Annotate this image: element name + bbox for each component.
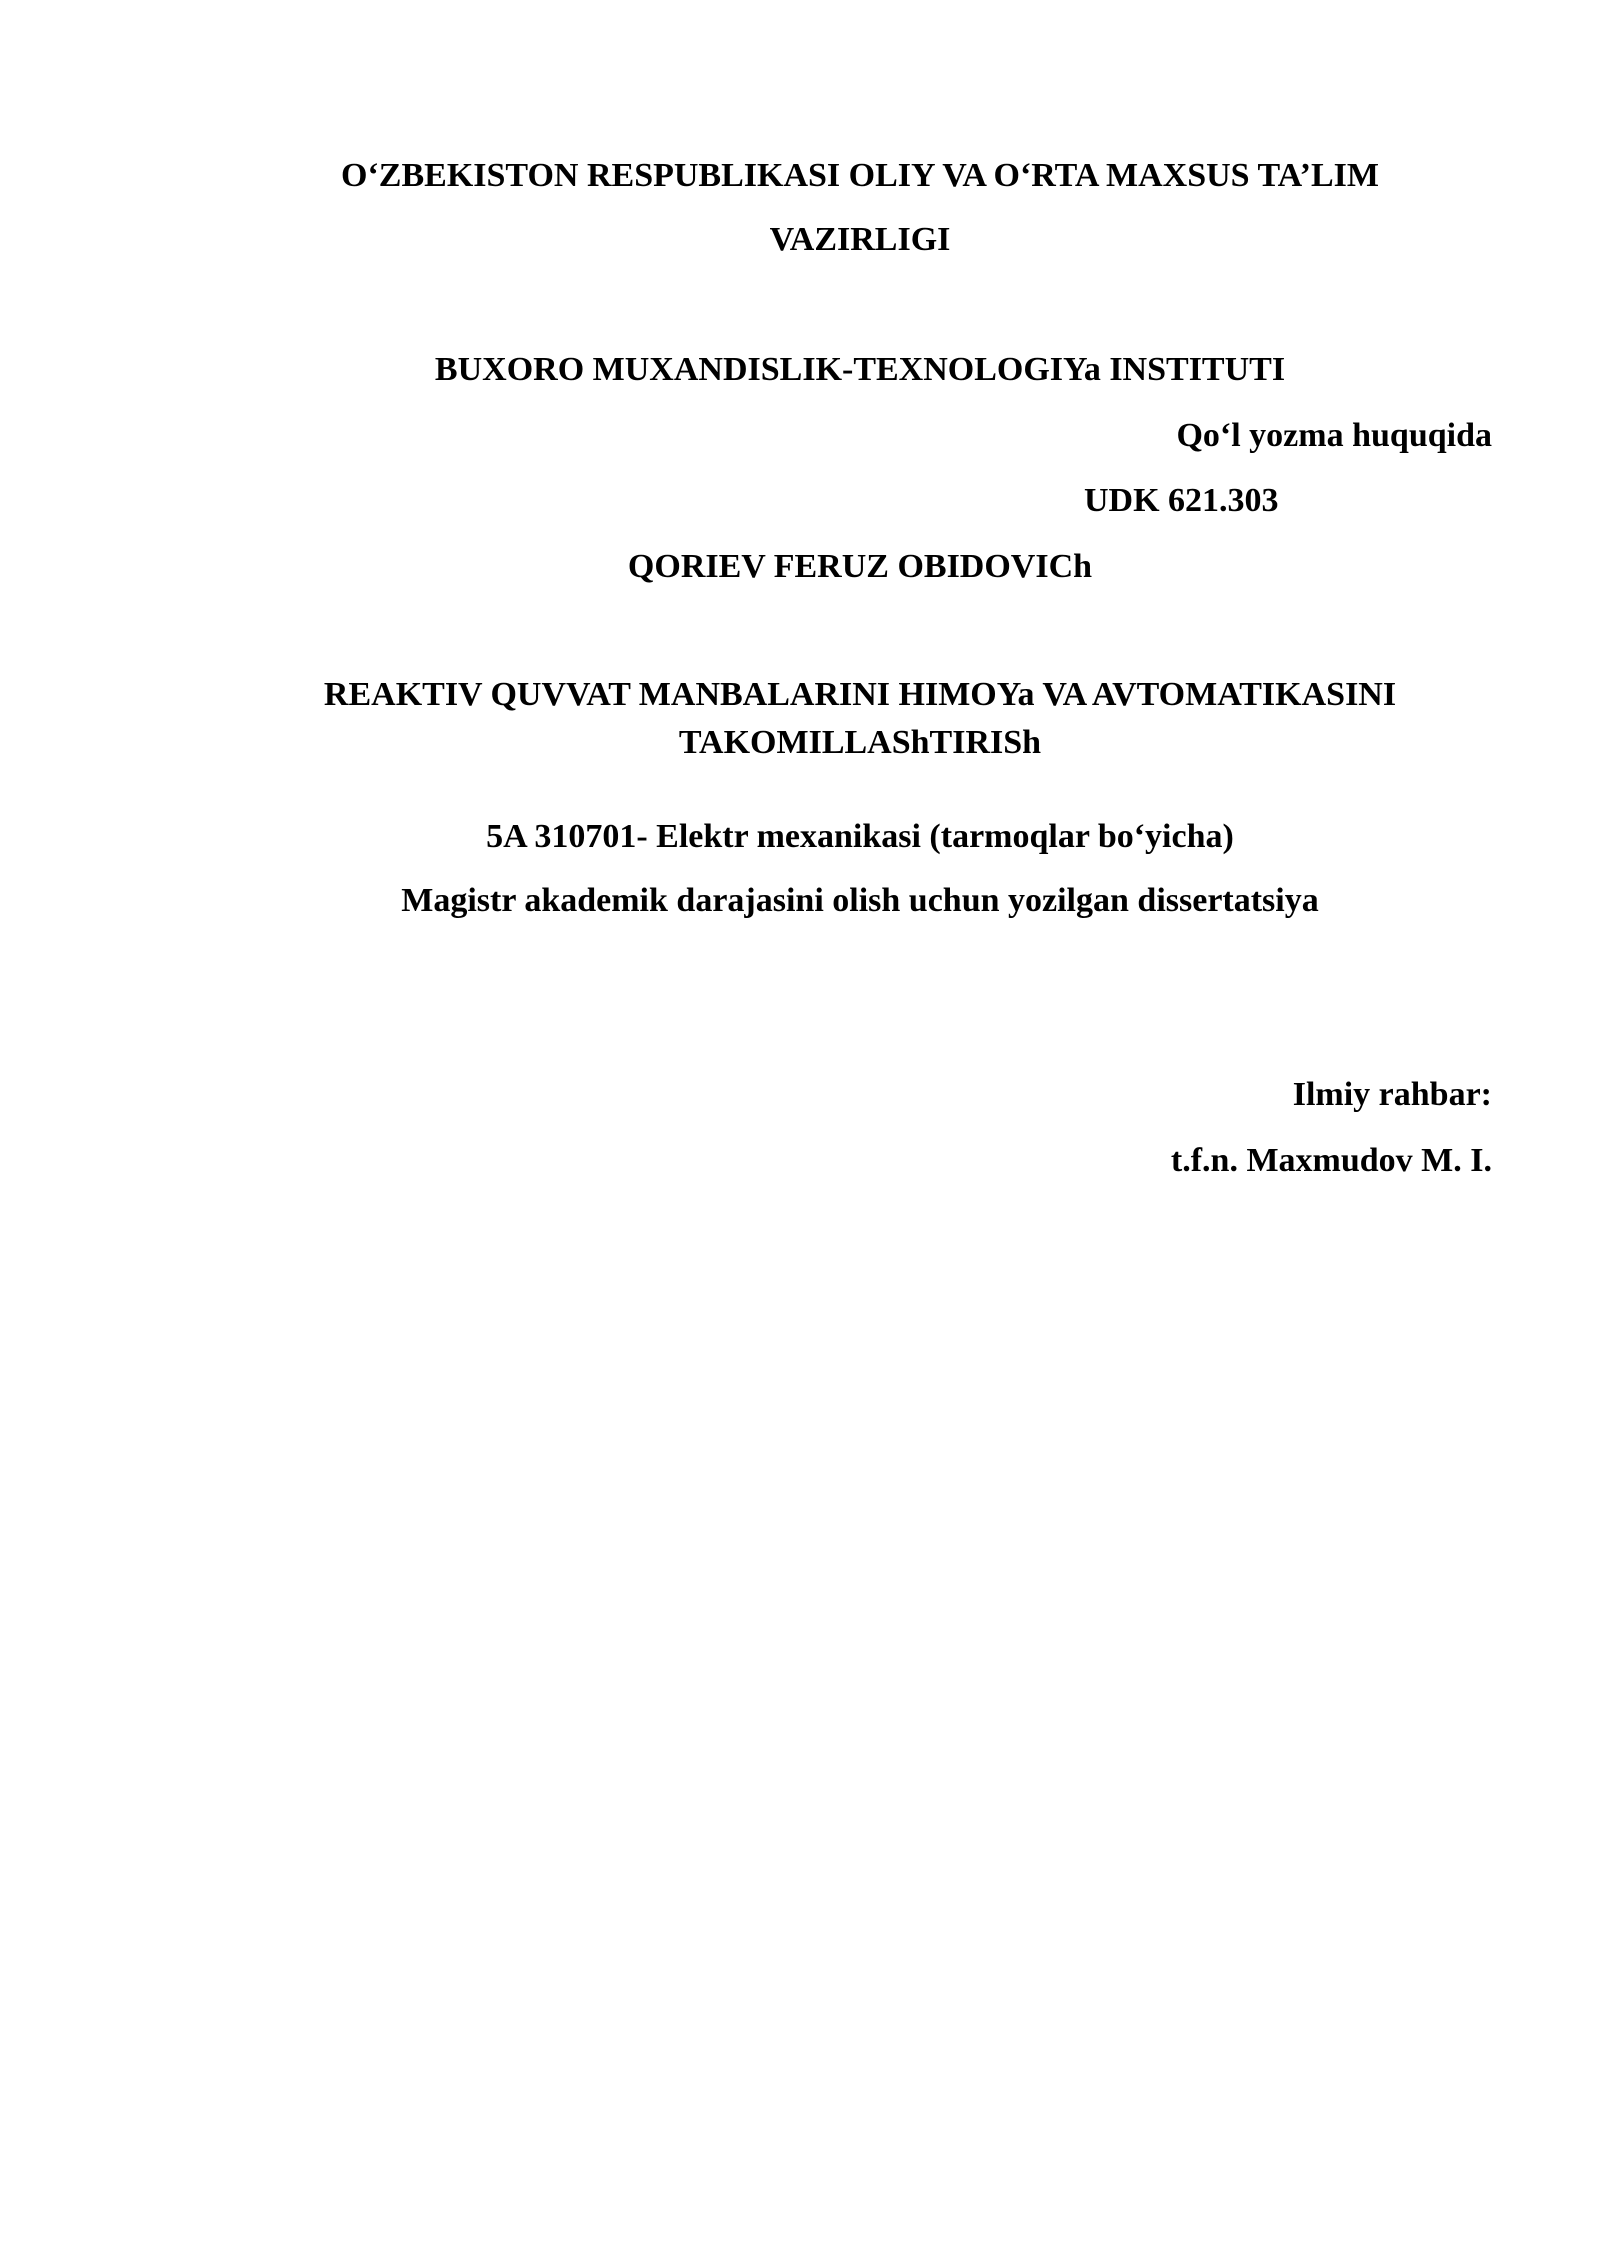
thesis-title-line-1: REAKTIV QUVVAT MANBALARINI HIMOYa VA AVTOMATIKASINI: [323, 676, 1397, 713]
author-name: QORIEV FERUZ OBIDOVICh: [627, 548, 1093, 585]
institute-name: BUXORO MUXANDISLIK-TEXNOLOGIYa INSTITUTI: [434, 351, 1286, 388]
ministry-line-1: O‘ZBEKISTON RESPUBLIKASI OLIY VA O‘RTA MAXSUS TA’LIM: [341, 157, 1379, 194]
manuscript-rights-note: Qo‘l yozma huquqida: [1176, 417, 1492, 454]
supervisor-label: Ilmiy rahbar:: [1292, 1076, 1492, 1113]
specialty-code: 5A 310701- Elektr mexanikasi (tarmoqlar bo‘yicha): [486, 818, 1234, 855]
ministry-line-2: VAZIRLIGI: [769, 221, 951, 258]
udk-code: UDK 621.303: [1084, 482, 1279, 519]
supervisor-name: t.f.n. Maxmudov M. I.: [1170, 1142, 1492, 1179]
thesis-title-line-2: TAKOMILLAShTIRISh: [678, 724, 1042, 761]
degree-statement: Magistr akademik darajasini olish uchun yozilgan dissertatsiya: [401, 882, 1319, 919]
